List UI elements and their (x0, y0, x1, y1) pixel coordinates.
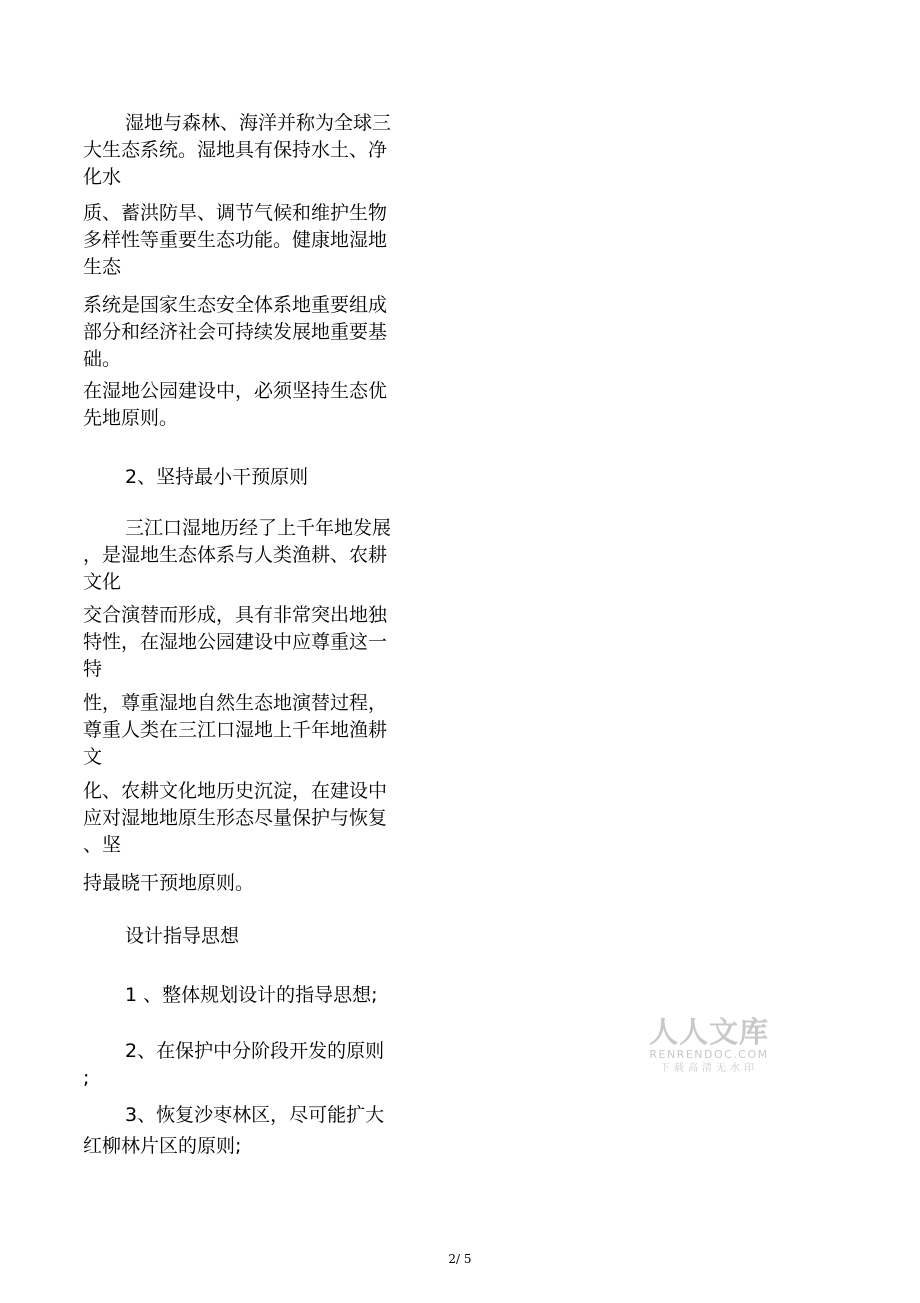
text-line: 在湿地公园建设中，必须坚持生态优 (83, 380, 388, 402)
paragraph-ecological-security (83, 292, 387, 373)
text-line: ，是湿地生态体系与人类渔耕、农耕 (83, 544, 388, 566)
list-item-phased-development (83, 1038, 384, 1092)
text-line: 性，尊重湿地自然生态地演替过程， (83, 692, 388, 714)
paragraph-ecology-first (83, 378, 387, 432)
paragraph-sanjiangkou-history (83, 515, 391, 596)
text-line: 化、农耕文化地历史沉淀，在建设中 (83, 780, 388, 802)
text-line: 应对湿地地原生形态尽量保护与恢复 (83, 807, 388, 829)
list-item-restore-forest (83, 1102, 384, 1160)
text-line: 文化 (83, 571, 122, 593)
text-line: 化水 (83, 166, 122, 188)
text-line: 大生态系统。湿地具有保持水土、净 (83, 139, 388, 161)
paragraph-wetland-functions (83, 200, 387, 281)
text-line: 2、坚持最小干预原则 (125, 466, 309, 488)
text-line: 尊重人类在三江口湿地上千年地渔耕 (83, 719, 388, 741)
text-line: 湿地与森林、海洋并称为全球三 (125, 112, 392, 134)
text-line: 持最晓干预地原则。 (83, 872, 255, 894)
text-line: 生态 (83, 256, 122, 278)
watermark-url: RENRENDOC.COM (649, 1048, 769, 1061)
page-number: 2/ 5 (448, 1252, 472, 1266)
paragraph-wetland-intro (83, 110, 391, 191)
text-line: 1 、整体规划设计的指导思想; (125, 984, 378, 1006)
text-line: ; (83, 1067, 90, 1089)
paragraph-uniqueness (83, 602, 387, 683)
heading-design-guidance (83, 923, 239, 950)
text-line: 系统是国家生态安全体系地重要组成 (83, 294, 388, 316)
text-line: 质、蓄洪防旱、调节气候和维护生物 (83, 202, 388, 224)
text-line: 特性，在湿地公园建设中应尊重这一 (83, 631, 388, 653)
text-line: 、坚 (83, 834, 122, 856)
text-line: 多样性等重要生态功能。健康地湿地 (83, 229, 388, 251)
list-item-overall-planning (83, 982, 378, 1009)
text-line: 2、在保护中分阶段开发的原则 (125, 1040, 385, 1062)
text-line: 红柳林片区的原则; (83, 1135, 242, 1157)
text-line: 3、恢复沙枣林区，尽可能扩大 (125, 1104, 385, 1126)
text-line: 设计指导思想 (125, 925, 240, 947)
watermark-title: 人人文库 (648, 1015, 769, 1049)
text-line: 交合演替而形成，具有非常突出地独 (83, 604, 388, 626)
text-line: 文 (83, 746, 103, 768)
watermark-logo (646, 1016, 772, 1076)
text-line: 特 (83, 658, 103, 680)
watermark-subtitle: 下载高清无水印 (660, 1063, 758, 1074)
text-line: 先地原则。 (83, 407, 179, 429)
paragraph-minimal-principle (83, 870, 254, 897)
text-line: 部分和经济社会可持续发展地重要基 (83, 321, 388, 343)
paragraph-cultural-sediment (83, 778, 387, 859)
text-line: 三江口湿地历经了上千年地发展 (125, 517, 392, 539)
paragraph-respect-succession (83, 690, 387, 771)
text-line: 础。 (83, 348, 122, 370)
heading-minimal-intervention (83, 464, 308, 491)
